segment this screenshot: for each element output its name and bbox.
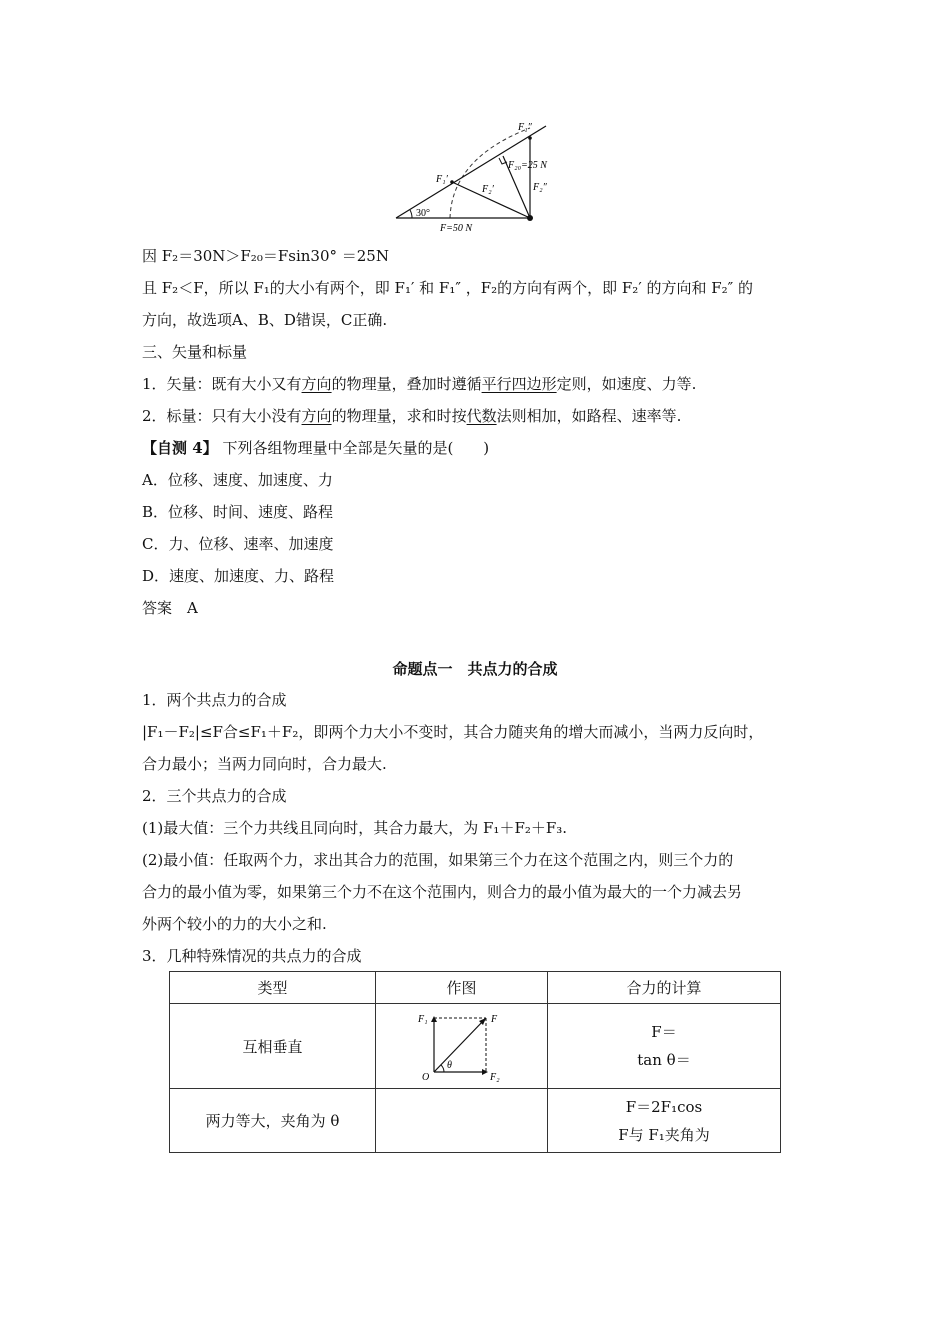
fig-label-F1: F₁: [417, 1014, 428, 1025]
para-3: 合力最小；当两力同向时，合力最大.: [142, 755, 387, 773]
scalar-def-a: 2．标量：只有大小没有: [142, 407, 302, 425]
scalar-definition: [142, 406, 681, 426]
label-angle: 30°: [416, 208, 430, 219]
label-F2p: F₂′: [482, 184, 494, 195]
row2-calc: [548, 1089, 781, 1153]
label-F: F=50 N: [440, 223, 473, 234]
row1-figure: [376, 1004, 548, 1089]
perpendicular-forces-figure: [412, 1008, 512, 1084]
row2-calc-1: F＝2F₁cos: [625, 1097, 703, 1116]
para-5: (1)最大值：三个力共线且同向时，其合力最大，为 F₁＋F₂＋F₃.: [142, 819, 568, 837]
vector-def-d: 平行四边形: [481, 375, 557, 393]
self-test-question: [142, 438, 489, 458]
header-calc: 合力的计算: [548, 972, 781, 1004]
row1-calc-1: F＝: [651, 1023, 677, 1041]
dot-F1pp: [528, 136, 532, 140]
para-6: (2)最小值：任取两个力，求出其合力的范围，如果第三个力在这个范围之内，则三个力的: [142, 851, 734, 869]
vector-F-resultant: [434, 1019, 485, 1072]
scalar-def-b: 方向: [301, 407, 332, 425]
option-a: A．位移、速度、加速度、力: [142, 471, 333, 489]
label-F20: F₂₀=25 N: [508, 160, 547, 171]
label-F1pp: F₁″: [518, 122, 532, 133]
scalar-def-c: 的物理量，求和时按: [331, 407, 467, 425]
section-title: 命题点一 共点力的合成: [392, 660, 558, 678]
row2-figure: [376, 1089, 548, 1153]
self-test-tag: 【自测 4】: [142, 439, 218, 457]
fig-label-F: F: [490, 1014, 497, 1025]
table-row: [170, 1004, 781, 1089]
answer: 答案 A: [142, 599, 198, 617]
text-line-1: 因 F₂＝30N＞F₂₀＝Fsin30° ＝25N: [142, 247, 389, 265]
text-line-2: 且 F₂＜F，所以 F₁的大小有两个，即 F₁′ 和 F₁″ ，F₂的方向有两个，即 F₂′ 的方向和 F₂″ 的: [142, 279, 754, 297]
row2-calc-2: F与 F₁夹角为: [618, 1125, 710, 1144]
section-heading-vectors: 三、矢量和标量: [142, 343, 248, 361]
fig-label-theta: θ: [446, 1060, 452, 1071]
dashed-arc: [450, 128, 530, 218]
para-1: 1．两个共点力的合成: [142, 691, 287, 709]
para-7: 合力的最小值为零，如果第三个力不在这个范围内，则合力的最小值为最大的一个力减去另: [142, 883, 743, 901]
scalar-def-e: 法则相加，如路程、速率等.: [496, 407, 682, 425]
para-9: 3．几种特殊情况的共点力的合成: [142, 947, 362, 965]
option-c: C．力、位移、速率、加速度: [142, 535, 334, 553]
option-d: D．速度、加速度、力、路程: [142, 567, 335, 585]
label-F1p: F₁′: [436, 174, 448, 185]
vector-def-e: 定则，如速度、力等.: [556, 375, 697, 393]
table-header-row: [170, 972, 781, 1004]
text-line-3: 方向，故选项A、B、D错误，C正确.: [142, 311, 388, 329]
self-test-text: 下列各组物理量中全部是矢量的是( ): [217, 439, 490, 457]
para-2: |F₁－F₂|≤F合≤F₁＋F₂，即两个力大小不变时，其合力随夹角的增大而减小，当两力反向时，: [142, 723, 764, 741]
para-4: 2．三个共点力的合成: [142, 787, 287, 805]
origin-dot: [527, 215, 533, 221]
row1-type: 互相垂直: [170, 1004, 376, 1089]
option-b: B．位移、时间、速度、路程: [142, 503, 334, 521]
vector-def-a: 1．矢量：既有大小又有: [142, 375, 302, 393]
angle-arc: [410, 210, 412, 218]
vector-def-c: 的物理量，叠加时遵循: [331, 375, 482, 393]
row1-calc-2: tan θ＝: [637, 1051, 691, 1069]
force-decomposition-figure: [390, 118, 560, 236]
row2-type: 两力等大，夹角为 θ: [170, 1089, 376, 1153]
fig-label-O: O: [421, 1072, 429, 1083]
row1-calc: [548, 1004, 781, 1089]
header-figure: 作图: [376, 972, 548, 1004]
special-cases-table: [169, 971, 781, 1153]
scalar-def-d: 代数: [466, 407, 497, 425]
vector-def-b: 方向: [301, 375, 332, 393]
header-type: 类型: [170, 972, 376, 1004]
fig-label-F2: F₂: [489, 1072, 500, 1083]
vector-definition: [142, 374, 696, 394]
label-F2pp: F₂″: [533, 182, 547, 193]
table-row: [170, 1089, 781, 1153]
para-8: 外两个较小的力的大小之和.: [142, 915, 327, 933]
dot-F1p: [450, 180, 454, 184]
